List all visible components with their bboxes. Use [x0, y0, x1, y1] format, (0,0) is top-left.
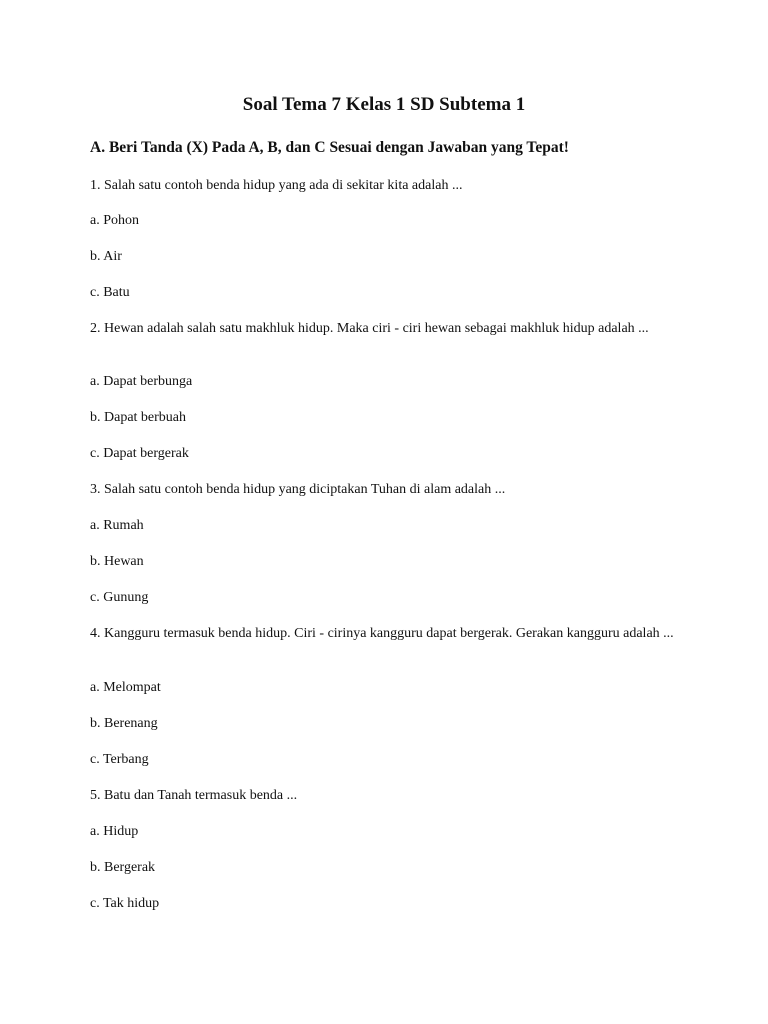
question-2-option-a: a. Dapat berbunga — [90, 374, 193, 389]
question-3-option-a: a. Rumah — [90, 518, 144, 533]
question-2-text: 2. Hewan adalah salah satu makhluk hidup. Maka ciri - ciri hewan sebagai makhluk hidup adalah ... — [90, 321, 649, 336]
question-1-option-b: b. Air — [90, 249, 122, 264]
question-3-option-c: c. Gunung — [90, 590, 149, 605]
question-3-text: 3. Salah satu contoh benda hidup yang diciptakan Tuhan di alam adalah ... — [90, 482, 506, 497]
question-1-text: 1. Salah satu contoh benda hidup yang ada di sekitar kita adalah ... — [90, 178, 463, 193]
question-2-option-b: b. Dapat berbuah — [90, 410, 187, 425]
question-2-option-c: c. Dapat bergerak — [90, 446, 189, 461]
question-5-option-c: c. Tak hidup — [90, 896, 160, 911]
question-1-option-c: c. Batu — [90, 285, 130, 300]
question-4-option-c: c. Terbang — [90, 752, 149, 767]
question-5-option-a: a. Hidup — [90, 824, 139, 839]
question-5-option-b: b. Bergerak — [90, 860, 156, 875]
question-3-option-b: b. Hewan — [90, 554, 144, 569]
page-title: Soal Tema 7 Kelas 1 SD Subtema 1 — [242, 94, 526, 115]
section-heading: A. Beri Tanda (X) Pada A, B, dan C Sesuai dengan Jawaban yang Tepat! — [90, 139, 569, 156]
question-5-text: 5. Batu dan Tanah termasuk benda ... — [90, 788, 298, 803]
question-4-option-a: a. Melompat — [90, 680, 161, 695]
question-1-option-a: a. Pohon — [90, 213, 139, 228]
question-4-option-b: b. Berenang — [90, 716, 158, 731]
question-4-text: 4. Kangguru termasuk benda hidup. Ciri - cirinya kangguru dapat bergerak. Gerakan kangguru adalah ... — [90, 626, 674, 641]
